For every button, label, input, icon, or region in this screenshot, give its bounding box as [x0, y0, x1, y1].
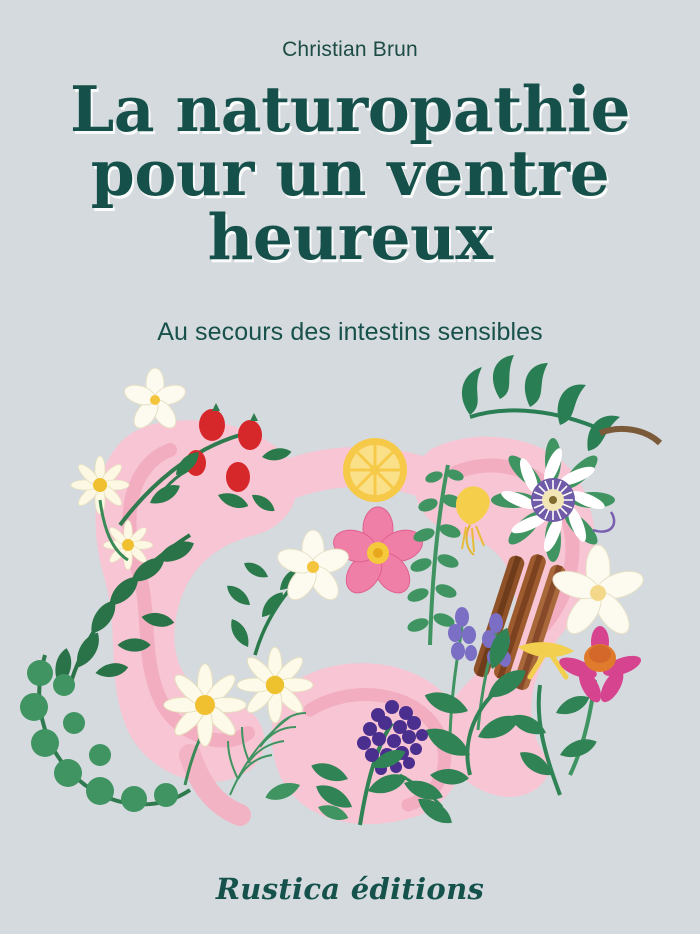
- title-line-2: pour un ventre: [90, 135, 610, 210]
- publisher-logo: Rustica éditions: [215, 872, 485, 906]
- lemon-slice: [343, 438, 407, 502]
- subtitle: Au secours des intestins sensibles: [157, 318, 543, 346]
- passionflower: [491, 438, 615, 562]
- title-line-3: heureux: [207, 199, 493, 274]
- palmate-leaves: [462, 355, 660, 451]
- author-name: Christian Brun: [282, 38, 418, 61]
- title-line-1: La naturopathie: [69, 72, 631, 146]
- cover-illustration: [0, 355, 700, 855]
- page-title: [0, 72, 700, 274]
